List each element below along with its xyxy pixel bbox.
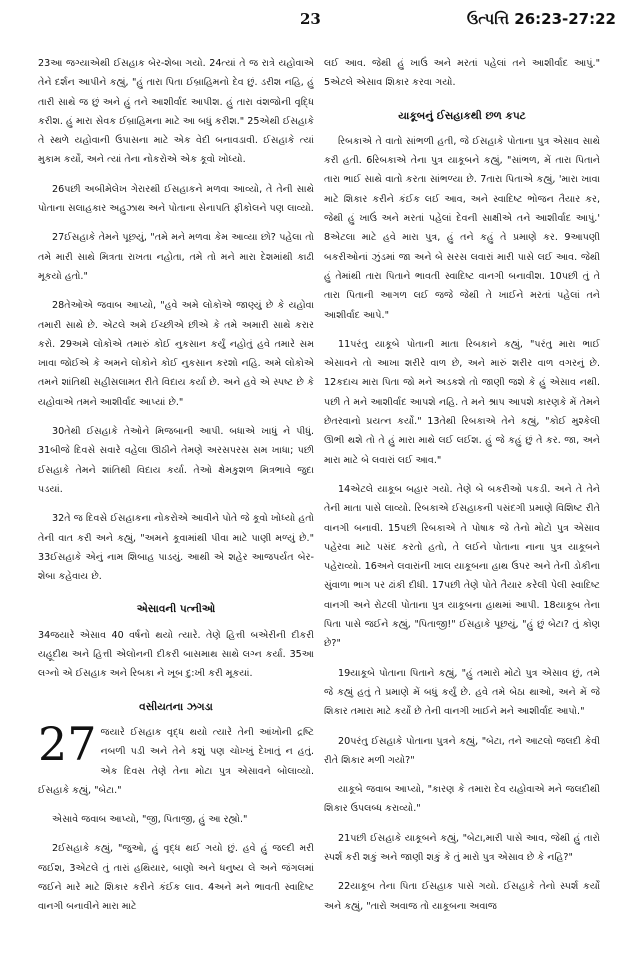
paragraph: 2ઈસહાકે કહ્યું, "જુઓ, હું વૃદ્ધ થઈ ગયો છું. હવે હું જલ્દી મરી જઈશ, 3એટલે તું તારાં હથિયાર, બાણો અને ધનુષ્ય લે અને જંગલમાં જઈને મારે માટે શિકાર કરીને કંઈક લાવ. 4અને મને ભાવતી સ્વાદિષ્ટ વાનગી બનાવીને મારા માટે (38, 843, 314, 913)
right-column (324, 54, 600, 916)
paragraph: એસાવે જવાબ આપ્યો, "જી, પિતાજી, હું આ રહ્યો." (52, 814, 248, 826)
page-header (0, 0, 638, 50)
paragraph: 27ઈસહાકે તેમને પૂછયું, "તમે મને મળવા કેમ આવ્યા છો? પહેલા તો તમે મારી સાથે મિત્રતા રાખતા નહોતા, તમે તો મને મારા દેશમાંથી કાઢી મૂકયો હતો." (38, 232, 314, 282)
paragraph: 28તેઓએ જવાબ આપ્યો, "હવે અમે લોકોએ જાણ્યું છે કે યહોવા તમારી સાથે છે. એટલે અમે ઈચ્છીએ છીએ કે તમે અમારી સાથે કરાર કરો. 29અમે લોકોએ તમારું કોઈ નુકસાન કર્યું નહોતું હવે તમારે સમ ખાવા જોઈએ કે અમને લોકોને કોઈ નુકસાન કરશો નહિ. અમે લોકોએ તમને શાંતિથી સહીસલામત રીતે વિદાય કર્યા છે. અને હવે એ સ્પષ્ટ છે કે યહોવાએ તમને આશીર્વાદ આપ્યાં છે." (38, 300, 314, 408)
paragraph: 20પરંતુ ઈસહાકે પોતાના પુત્રને કહ્યું, "બેટા, તને આટલો જલદી કેવી રીતે શિકાર મળી ગયો?" (324, 735, 600, 766)
chapter-opening (38, 716, 314, 800)
paragraph: 32તે જ દિવસે ઈસહાકના નોકરોએ આવીને પોતે જે કૂવો ખોધ્યો હતો તેની વાત કરી અને કહ્યું, "અમને કૂવામાંથી પીવા માટે પાણી મળ્યું છે." 33ઈસહાકે એનું નામ શિબાહ પાડયું. આથી એ શહેર આજપર્યત બેર-શેબા કહેવાય છે. (38, 513, 314, 583)
paragraph: 19યાકૂબે પોતાના પિતાને કહ્યું, "હું તમારો મોટો પુત્ર એસાવ છું, તમે જે કહ્યું હતું તે પ્રમાણે મેં બધું કર્યું છે. હવે તમે બેઠા થાઓ, અને મેં જે શિકાર તમારા માટે કર્યો છે તેની વાનગી ખાઈને મને આશીર્વાદ આપો." (324, 667, 600, 718)
paragraph: યાકૂબે જવાબ આપ્યો, "કારણ કે તમારા દેવ યહોવાએ મને જલદીથી શિકાર ઉપલબ્ધ કરાવ્યો." (324, 784, 600, 815)
chapter-number: 27 (38, 716, 97, 771)
section-heading: યાકૂબનું ઈસહાકથી છળ કપટ (398, 109, 526, 122)
paragraph: 34જયારે એસાવ 40 વર્ષનો થયો ત્યારે. તેણે હિત્તી બએરીની દીકરી યહૂદીથ અને હિત્તી એલોનની દીકરી બાસમાથ સાથે લગ્ન કર્યા. 35આ લગ્નો એ ઈસહાક અને રિબકા ને ખૂબ દુ:ખી કરી મૂકયાં. (38, 629, 314, 680)
paragraph: 30તેથી ઈસહાકે તેઓને મિજબાની આપી. બધાએ ખાધું ને પીધું. 31બીજે દિવસે સવારે વહેલા ઊઠીને તેમણે અરસપરસ સમ ખાધા; પછી ઈસહાકે તેમને શાંતિથી વિદાય કર્યા. તેઓ ક્ષેમકુશળ મિત્રભાવે જુદા પડયાં. (38, 426, 314, 495)
book-reference: ઉત્પત્તિ 26:23-27:22 (466, 10, 616, 28)
paragraph: 23આ જગ્યાએથી ઈસહાક બેર-શેબા ગયો. 24ત્યાં તે જ રાત્રે યહોવાએ તેને દર્શન આપીને કહ્યું, "હું તારા પિતા ઈબ્રાહિમનો દેવ છું. ડરીશ નહિ, હું તારી સાથે જ છું અને હું તને આશીર્વાદ આપીશ. હું તારા વંશજોની વૃદ્ધિ કરીશ. હું મારા સેવક ઈબ્રાહિમના માટે આ બધું કરીશ." 25એથી ઈસહાકે તે સ્થળે યહોવાની ઉપાસના માટે એક વેદી બનાવડાવી. ઈસહાકે ત્યાં મુકામ કર્યો, અને ત્યાં તેના નોકરોએ એક કૂવો ખોધ્યો. (38, 58, 314, 166)
paragraph: 11પરંતુ યાકૂબે પોતાની માતા રિબકાને કહ્યું, "પરંતુ મારા ભાઈ એસાવને તો આખા શરીરે વાળ છે, અને મારું શરીર વાળ વગરનું છે. 12કદાચ મારા પિતા જો મને અડકશે તો જાણી જશે કે હું એસાવ નથી. પછી તે મને આશીર્વાદ આપશે નહિ. તે મને શ્રાપ આપશે કારણકે મેં તેમને છેતરવાનો પ્રયત્ન કર્યો." 13તેથી રિબકાએ તેને કહ્યું, "કોઈ મુશ્કેલી ઊભી થશે તો તે હું મારા માથે લઈ લઈશ. હું જે કહું છું તે કર. જા, અને મારા માટે બે લવારાં લઈ આવ." (324, 338, 600, 466)
paragraph: 22યાકૂબ તેના પિતા ઈસહાક પાસે ગયો. ઈસહાકે તેનો સ્પર્શ કર્યો અને કહ્યું, "તારો અવાજ તો યાકૂબના અવાજ (324, 881, 600, 912)
paragraph-text: જયારે ઈસહાક વૃદ્ધ થયો ત્યારે તેની આંખોની દ્રષ્ટિ નબળી પડી અને તેને કશું પણ ચોખ્ખું દેખાતું ન હતું. એક દિવસ તેણે તેના મોટા પુત્ર એસાવને બોલાવ્યો. ઈસહાકે કહ્યું, "બેટા." (38, 726, 314, 796)
page-number: 23 (300, 10, 321, 28)
paragraph: 14એટલે યાકૂબ બહાર ગયો. તેણે બે બકરીઓ પકડી. અને તે તેને તેની માતા પાસે લાવ્યો. રિબકાએ ઈસહાકની પસંદગી પ્રમાણે વિશિષ્ટ રીતે વાનગી બનાવી. 15પછી રિબકાએ તે પોષાક જે તેનો મોટો પુત્ર એસાવ પહેરવા માટે પસંદ કરતો હતો, તે લઈને પોતાના નાના પુત્ર યાકૂબને પહેરાવ્યો. 16અને લવારાંની ખાલ યાકૂબના હાથ ઉપર અને તેની ડોકીના સુંવાળા ભાગ પર ઢાંકી દીધી. 17પછી તેણે પોતે તૈયાર કરેલી પેલી સ્વાદિષ્ટ વાનગી અને રોટલી પોતાના પુત્ર યાકૂબના હાથમાં આપી. 18યાકૂબ તેના પિતા પાસે જઈને કહ્યું, "પિતાજી!" ઈસહાકે પૂછયું, "હું છું બેટા? તું કોણ છે?" (324, 483, 600, 650)
paragraph: રિબકાએ તે વાતો સાંભળી હતી, જે ઈસહાકે પોતાના પુત્ર એસાવ સાથે કરી હતી. 6રિબકાએ તેના પુત્ર યાકૂબને કહ્યું, "સાંભળ, મેં તારા પિતાને તારા ભાઈ સાથે વાતો કરતા સાંભળ્યા છે. 7તારા પિતાએ કહ્યું, 'મારા ખાવા માટે શિકાર કરીને કંઈક લઈ આવ, અને સ્વાદિષ્ટ ભોજન તૈયાર કર, જેથી હું ખાઉં અને મરતાં પહેલાં દેવની સાક્ષીએ તને આશીર્વાદ આપું.' 8એટલા માટે હવે મારા પુત્ર, હું તને કહું તે પ્રમાણે કર. 9આપણી બકરીઓનાં ઝુંડમાં જા અને બે સરસ લવારાં મારી પાસે લઈ આવ. જેથી હું તેમાંથી તારા પિતાને ભાવતી સ્વાદિષ્ટ વાનગી બનાવીશ. 10પછી તું તે તારા પિતાની આગળ લઈ જજે જેથી તે ખાઈને મરતાં પહેલાં તને આશીર્વાદ આપે." (324, 135, 600, 321)
left-column (38, 54, 314, 917)
paragraph: લઈ આવ. જેથી હું ખાઉં અને મરતાં પહેલાં તને આશીર્વાદ આપું." 5એટલે એસાવ શિકાર કરવા ગયો. (324, 58, 600, 89)
section-heading: વસીયતના ઝગડા (139, 700, 213, 713)
paragraph: 21પછી ઈસહાકે યાકૂબને કહ્યું, "બેટા,મારી પાસે આવ, જેથી હું તારો સ્પર્શ કરી શકું અને જાણી શકું કે તું મારો પુત્ર એસાવ છે કે નહિ?" (324, 832, 600, 863)
section-heading: એસાવની પત્નીઓ (136, 603, 216, 616)
paragraph: 26પછી અબીમેલેખ ગેરારથી ઈસહાકને મળવા આવ્યો, તે તેની સાથે પોતાના સલાહકાર અહુઝાથ અને પોતાના સેનાપતિ ફીકોલને પણ લાવ્યો. (38, 183, 314, 215)
